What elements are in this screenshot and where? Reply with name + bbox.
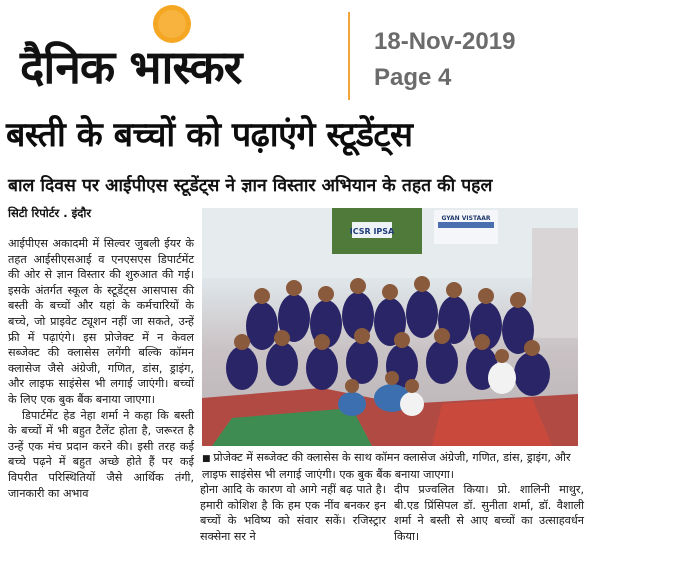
caption-bullet-icon: ■ — [202, 454, 214, 464]
article-headline: बस्ती के बच्चों को पढ़ाएंगे स्टूडेंट्स — [6, 115, 413, 155]
column-1-paragraph-1: आईपीएस अकादमी में सिल्वर जुबली ईयर के तहत आईसीएसआई व एनएसएस डिपार्टमेंट की ओर से ज्ञान विस्तार की शुरुआत की गई। इसके अंतर्गत स्कूल के स्टूडेंट्स आसपास की बस्ती के बच्चों और यहां के कर्मचारियों के बच्चे, जो प्राइवेट ट्यूशन नहीं जा सकते, उन्हें फ्री में पढ़ाएंगे। इस प्रोजेक्ट में न केवल सब्जेक्ट की क्लासेस लगेंगी बल्कि कॉमन क्लासेज जैसे अंग्रेजी, गणित, डांस, ड्राइंग, और लाइफ साइंसेस भी लगाई जाएंगी। बच्चों के लिए एक बुक बैंक बनाया जाएगा। — [8, 237, 194, 406]
page-number: Page 4 — [374, 64, 452, 91]
photo-caption — [202, 450, 584, 483]
banner-icsr-ipsa: ICSR IPSA — [349, 227, 395, 236]
group-photo — [202, 208, 578, 446]
masthead-divider — [348, 12, 350, 100]
article-byline: सिटी रिपोर्टर . इंदौर — [8, 206, 92, 220]
photo-caption-text: प्रोजेक्ट में सब्जेक्ट की क्लासेस के साथ कॉमन क्लासेज अंग्रेजी, गणित, डांस, ड्राइंग, और लाइफ साइंसेस भी लगाई जाएंगी। एक बुक बैंक बनाया जाएगा। — [202, 451, 571, 481]
group-photo-illustration — [202, 208, 578, 446]
article-column-2 — [200, 482, 386, 544]
column-1-paragraph-2: डिपार्टमेंट हेड नेहा शर्मा ने कहा कि बस्ती के बच्चों में भी बहुत टैलेंट होता है, जरूरत है उन्हें एक मंच प्रदान करने की। इसी तरह कई बच्चे पढ़ने में बहुत अच्छे होते हैं पर कई विपरीत परिस्थितियों जैसे आर्थिक तंगी, जानकारी का अभाव — [8, 408, 194, 500]
edition-date: 18-Nov-2019 — [374, 28, 516, 55]
banner-gyan-vistaar: GYAN VISTAAR — [441, 215, 491, 222]
newspaper-brand: दैनिक भास्कर — [20, 40, 242, 94]
article-column-3 — [394, 482, 584, 544]
masthead — [0, 0, 699, 112]
article-column-1 — [8, 236, 194, 501]
column-2-paragraph: होना आदि के कारण वो आगे नहीं बढ़ पाते है। हमारी कोशिश है कि हम एक नींव बनकर इन बच्चों के भविष्य को संवार सकें। रजिस्ट्रार सक्सेना सर ने — [200, 483, 386, 543]
column-3-paragraph: दीप प्रज्वलित किया। प्रो. शालिनी माथुर, बी.एड प्रिंसिपल डॉ. सुनीता शर्मा, डॉ. वैशाली शर्मा ने बस्ती से आए बच्चों का उत्साहवर्धन किया। — [394, 483, 584, 543]
article-subheadline: बाल दिवस पर आईपीएस स्टूडेंट्स ने ज्ञान विस्तार अभियान के तहत की पहल — [8, 176, 493, 196]
